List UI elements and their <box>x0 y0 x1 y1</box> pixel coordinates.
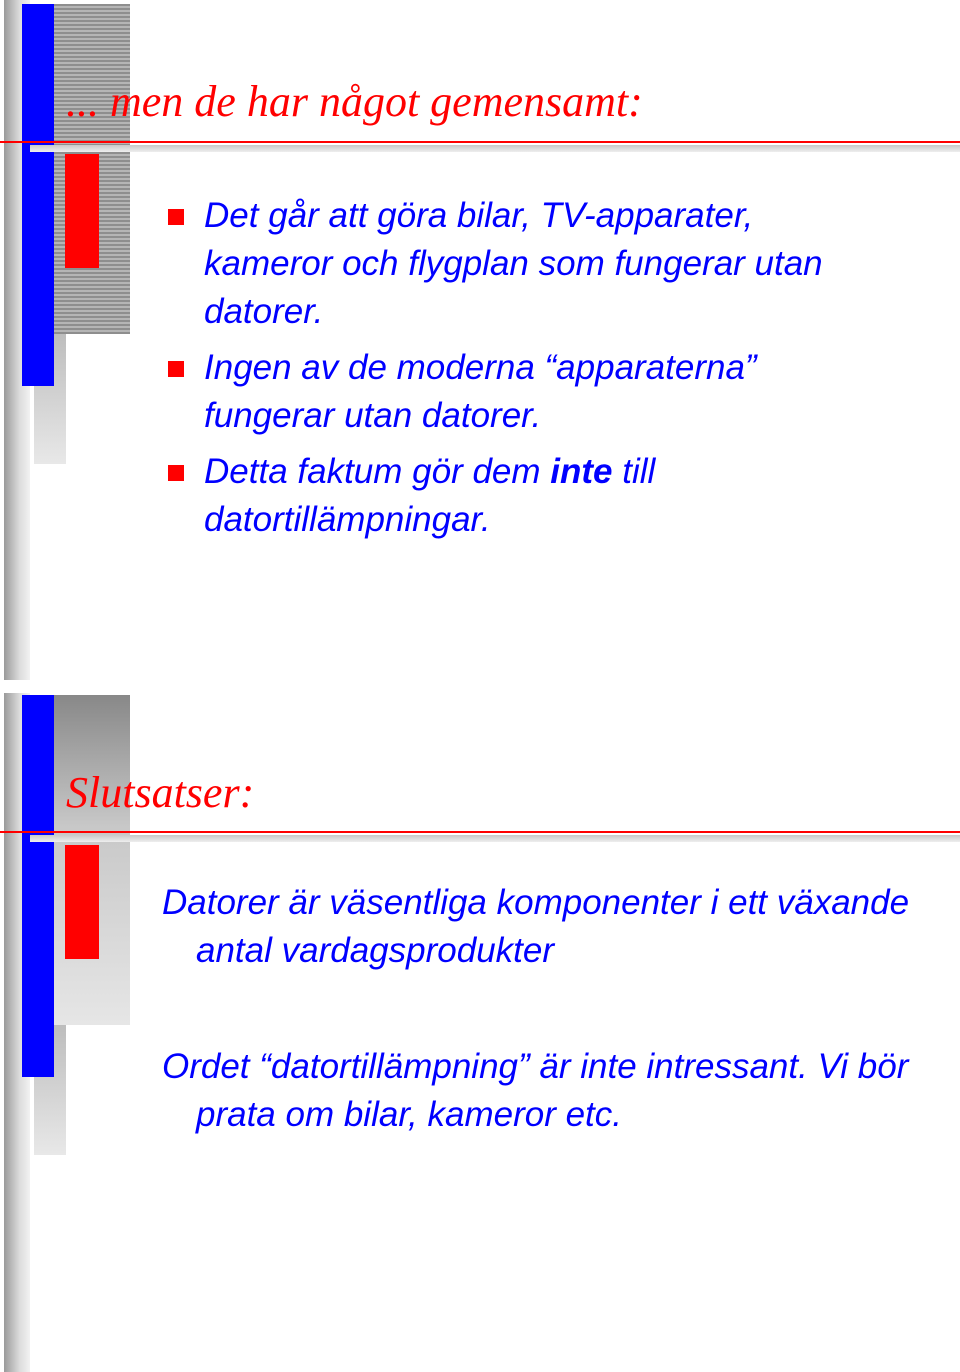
title-underline <box>0 831 960 833</box>
slide-2 <box>0 693 960 1372</box>
square-bullet-icon <box>168 465 184 481</box>
bullet-text-emphasis: inte <box>550 452 613 491</box>
conclusion-paragraph: Datorer är väsentliga komponenter i ett växande antal vardagsprodukter <box>162 883 910 970</box>
title-underline-shadow <box>30 145 960 152</box>
square-bullet-icon <box>168 209 184 225</box>
slide-title: Slutsatser: <box>66 768 255 817</box>
slide-title: ... men de har något gemensamt: <box>66 77 643 126</box>
title-underline <box>0 141 960 143</box>
bullet-item <box>168 344 868 440</box>
title-underline-shadow <box>30 835 960 842</box>
bullet-list <box>168 192 868 552</box>
conclusion-paragraph: Ordet “datortillämpning” är inte intressant. Vi bör prata om bilar, kameror etc. <box>162 1047 909 1134</box>
bullet-text-after: till datortillämpningar. <box>204 452 656 539</box>
square-bullet-icon <box>168 361 184 377</box>
bullet-text: Det går att göra bilar, TV-apparater, kameror och flygplan som fungerar utan datorer. <box>204 196 823 331</box>
bullet-text-before: Detta faktum gör dem <box>204 452 551 491</box>
decorative-red-block <box>65 154 99 268</box>
slide-1 <box>0 0 960 680</box>
bullet-item <box>168 448 868 544</box>
bullet-item <box>168 192 868 336</box>
decorative-red-block <box>65 845 99 959</box>
decorative-blue-bar <box>22 695 54 1077</box>
decorative-blue-bar <box>22 4 54 386</box>
bullet-text: Ingen av de moderna “apparaterna” fungerar utan datorer. <box>204 348 757 435</box>
